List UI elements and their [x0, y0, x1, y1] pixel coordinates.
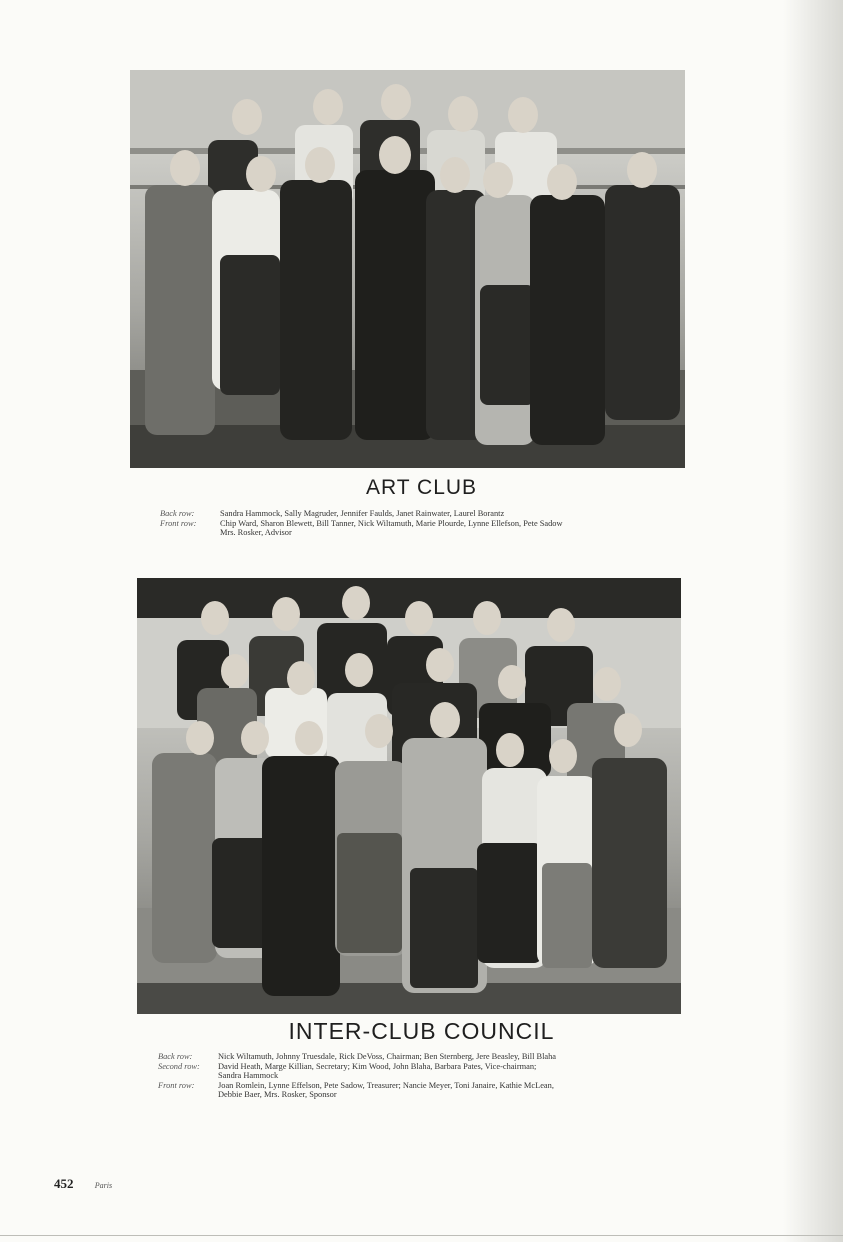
- caption-row-names: Sandra Hammock, Sally Magruder, Jennifer Faulds, Janet Rainwater, Laurel Borantz: [220, 509, 505, 518]
- section-title-inter-club-council: INTER-CLUB COUNCIL: [288, 1018, 555, 1044]
- art-club-photo: [130, 70, 685, 468]
- caption-row: [158, 1081, 693, 1091]
- caption-row-names: Mrs. Rosker, Advisor: [220, 528, 292, 538]
- caption-row-names: Joan Romlein, Lynne Effelson, Pete Sadow, Treasurer; Nancie Meyer, Toni Janaire, Kathie McLean,: [218, 1080, 554, 1090]
- caption-row-label: Front row:: [158, 1080, 195, 1090]
- caption-row: [158, 1090, 693, 1100]
- caption-row-label: Front row:: [160, 518, 197, 528]
- caption-row-names: Sandra Hammock: [218, 1071, 279, 1081]
- caption-row-names: Nick Wiltamuth, Johnny Truesdale, Rick DeVoss, Chairman; Ben Sternberg, Jere Beasley, Bill Blaha: [218, 1052, 557, 1061]
- caption-row: [160, 519, 690, 529]
- section-title-art-club: ART CLUB: [365, 476, 478, 499]
- page-folio: [54, 1176, 112, 1192]
- caption-row-label: Back row:: [160, 509, 195, 518]
- inter-club-council-photo: [137, 578, 681, 1014]
- caption-row-label: [160, 528, 220, 538]
- school-name: Paris: [94, 1181, 113, 1190]
- caption-row-label: Second row:: [158, 1061, 200, 1071]
- caption-row-label: Back row:: [158, 1052, 193, 1061]
- caption-row: [160, 509, 690, 519]
- caption-row-label: [158, 1090, 218, 1100]
- caption-row: [158, 1062, 693, 1072]
- inter-club-council-caption: [158, 1052, 693, 1100]
- page-bottom-rule: [0, 1235, 843, 1236]
- caption-row-names: David Heath, Marge Killian, Secretary; Kim Wood, John Blaha, Barbara Pates, Vice-chairman;: [218, 1061, 537, 1071]
- page-number: 452: [54, 1176, 74, 1191]
- caption-row: [160, 528, 690, 538]
- caption-row: [158, 1052, 693, 1062]
- art-club-caption: [160, 509, 690, 538]
- caption-row-label: [158, 1071, 218, 1081]
- caption-row: [158, 1071, 693, 1081]
- caption-row-names: Chip Ward, Sharon Blewett, Bill Tanner, Nick Wiltamuth, Marie Plourde, Lynne Ellefson, Pete Sadow: [220, 518, 563, 528]
- caption-row-names: Debbie Baer, Mrs. Rosker, Sponsor: [218, 1090, 337, 1100]
- page-edge-shadow: [783, 0, 843, 1242]
